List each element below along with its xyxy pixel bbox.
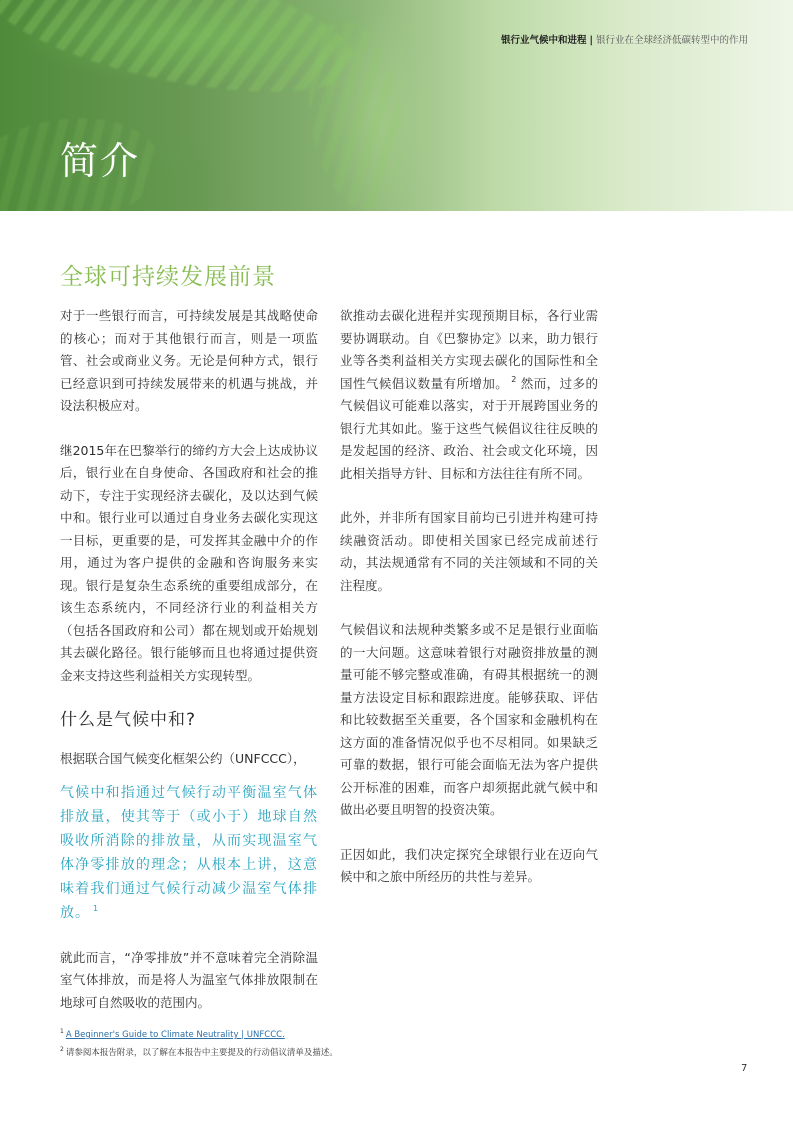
- footnote-link[interactable]: A Beginner's Guide to Climate Neutrality | UNFCCC.: [65, 1030, 285, 1040]
- footnote-1: [60, 1030, 338, 1040]
- footnote-number: 2: [60, 1046, 64, 1054]
- paragraph: 此外，并非所有国家目前均已引进并构建可持续融资活动。即使相关国家已经完成前述行动，其法规通常有不同的关注领域和不同的关注程度。: [340, 510, 598, 593]
- paragraph: 就此而言，“净零排放”并不意味着完全消除温室气体排放，而是将人为温室气体排放限制在地球可自然吸收的范围内。: [60, 949, 318, 1010]
- running-head-subtitle: 银行业在全球经济低碳转型中的作用: [595, 35, 748, 46]
- chapter-title: 简介: [60, 139, 141, 183]
- paragraph: 对于一些银行而言，可持续发展是其战略使命的核心；而对于其他银行而言，则是一项监管、社会或商业义务。无论是何种方式，银行已经意识到可持续发展带来的机遇与挑战，并设法积极应对。: [60, 308, 318, 413]
- paragraph: 继2015年在巴黎举行的缔约方大会上达成协议后，银行业在自身使命、各国政府和社会的推动下，专注于实现经济去碳化，及以达到气候中和。银行业可以通过自身业务去碳化实现这一目标，更重要的是，可发挥其金融中介的作用，通过为客户提供的金融和咨询服务来实现。银行是复杂生态系统的重要组成部分，在该生态系统内，不同经济行业的利益相关方（包括各国政府和公司）都在规划或开始规划其去碳化路径。银行能够而且也将通过提供资金来支持这些利益相关方实现转型。: [60, 442, 318, 683]
- quote-intro: 根据联合国气候变化框架公约（UNFCCC），: [60, 751, 306, 766]
- footnote-2: [60, 1046, 338, 1058]
- paragraph: 正因如此，我们决定探究全球银行业在迈向气候中和之旅中所经历的共性与差异。: [340, 846, 598, 884]
- page-number: 7: [741, 1063, 748, 1074]
- paragraph-text: 然而，过多的气候倡议可能难以落实，对于开展跨国业务的银行尤其如此。鉴于这些气候倡议往往反映的是发起国的经济、政治、社会或文化环境，因此相关指导方针、目标和方法往往有所不同。: [340, 375, 598, 481]
- paragraph: [340, 305, 598, 485]
- footnote-number: 1: [60, 1028, 64, 1036]
- quote-text: 气候中和指通过气候行动平衡温室气体排放量，使其等于（或小于）地球自然吸收所消除的排放量，从而实现温室气体净零排放的理念；从根本上讲，这意味着我们通过气候行动减少温室气体排放。: [60, 784, 318, 921]
- definition-quote: [60, 781, 318, 925]
- footnotes: [60, 1030, 338, 1064]
- running-head-separator: |: [589, 35, 593, 46]
- footnote-text: 请参阅本报告附录，以了解在本报告中主要提及的行动倡议清单及描述。: [65, 1048, 338, 1058]
- paragraph-text: 欲推动去碳化进程并实现预期目标，各行业需要协调联动。自《巴黎协定》以来，助力银行业等各类利益相关方实现去碳化的国际性和全国性气候倡议数量有所增加。: [340, 308, 598, 391]
- footnote-ref[interactable]: 1: [93, 903, 100, 913]
- right-column: [340, 305, 598, 889]
- section-title: 全球可持续发展前景: [60, 264, 276, 290]
- footnote-ref[interactable]: 2: [511, 375, 517, 385]
- running-head: [501, 32, 748, 46]
- running-head-title: 银行业气候中和进程: [500, 35, 587, 46]
- left-column: [60, 305, 318, 1014]
- header-banner: [0, 0, 793, 211]
- subheading: 什么是气候中和?: [60, 710, 197, 730]
- paragraph: 气候倡议和法规种类繁多或不足是银行业面临的一大问题。这意味着银行对融资排放量的测量可能不够完整或准确，有碍其根据统一的测量方法设定目标和跟踪进度。能够获取、评估和比较数据至关重要，各个国家和金融机构在这方面的准备情况似乎也不尽相同。如果缺乏可靠的数据，银行可能会面临无法为客户提供公开标准的困难，而客户却须据此就气候中和做出必要且明智的投资决策。: [340, 622, 598, 817]
